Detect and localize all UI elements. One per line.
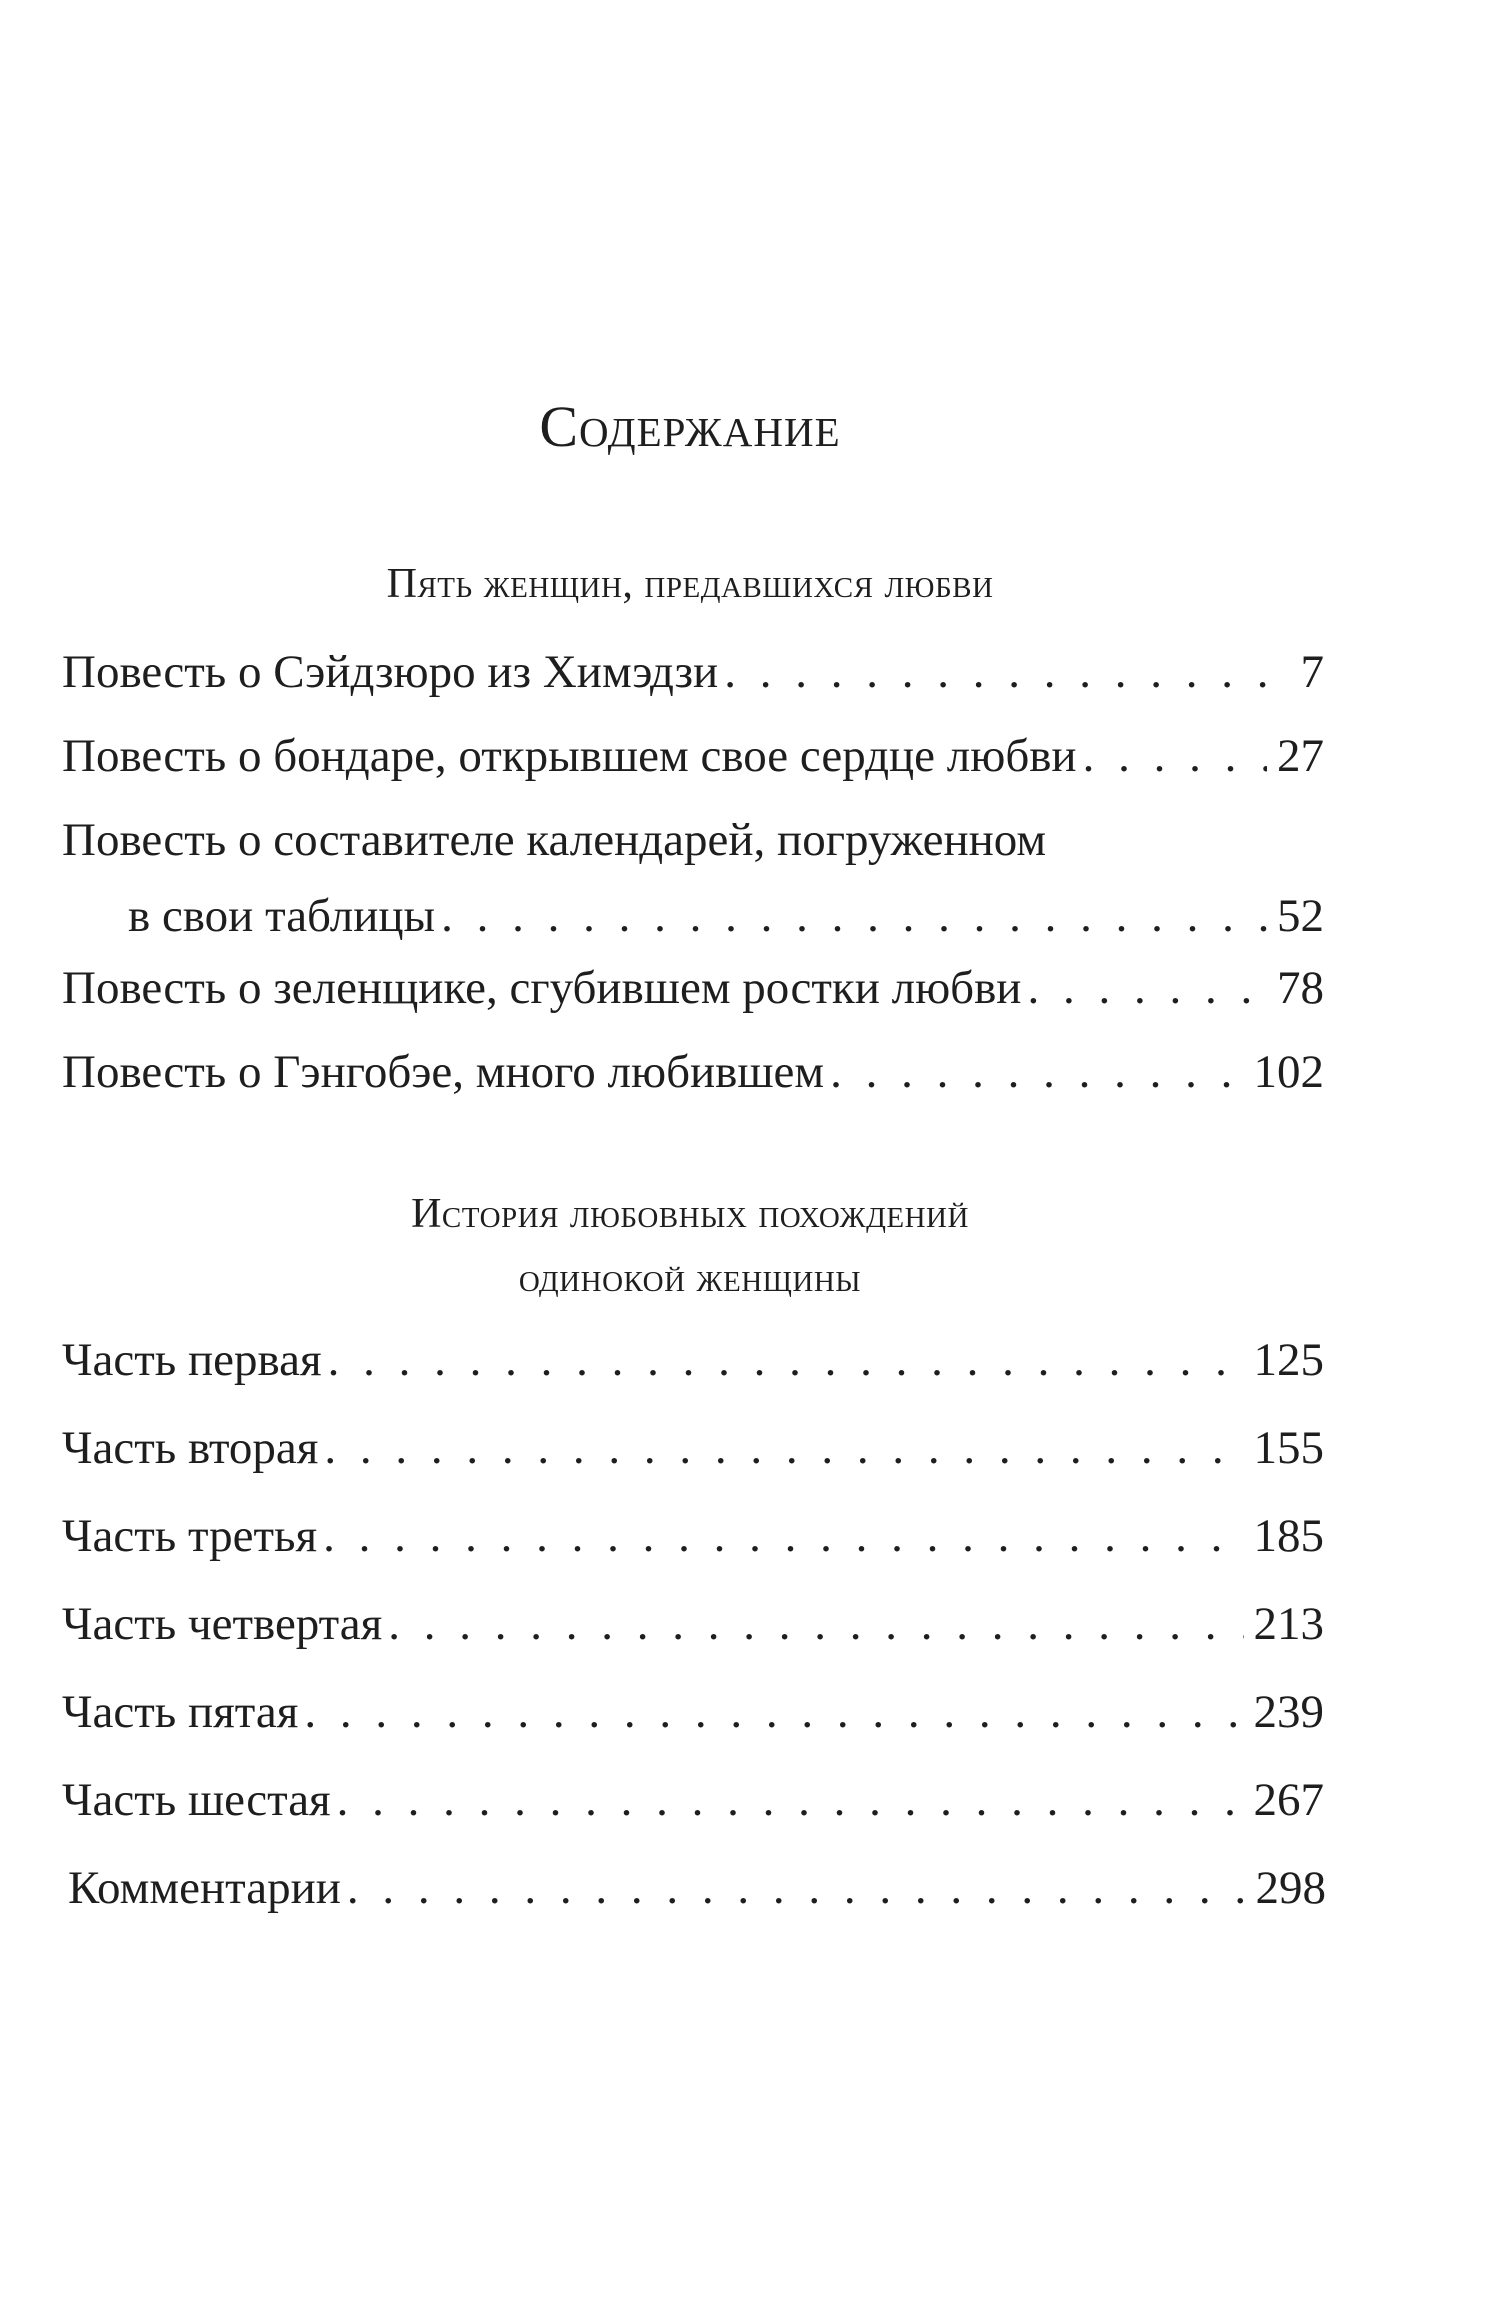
dot-leader bbox=[388, 1586, 1243, 1662]
toc-entry-title: Часть четвертая bbox=[62, 1598, 383, 1650]
toc-entry-page-number: 213 bbox=[1253, 1598, 1324, 1650]
toc-entry-page-number: 52 bbox=[1277, 890, 1324, 942]
toc-entry-page-number: 7 bbox=[1300, 646, 1324, 698]
dot-leader bbox=[441, 878, 1267, 954]
toc-entry-title: Часть вторая bbox=[62, 1422, 319, 1474]
toc-entry-title: Повесть о зеленщике, сгубившем ростки любви bbox=[62, 962, 1022, 1014]
toc-entry-commentary[interactable] bbox=[68, 1850, 1326, 1926]
dot-leader bbox=[337, 1762, 1244, 1838]
toc-entry-cooper[interactable] bbox=[62, 718, 1324, 794]
page-title: Содержание bbox=[539, 394, 841, 459]
toc-entry-title: Повесть о бондаре, открывшем свое сердце любви bbox=[62, 730, 1077, 782]
dot-leader bbox=[328, 1322, 1244, 1398]
toc-entry-title: Повесть о Гэнгобэе, много любившем bbox=[62, 1046, 825, 1098]
toc-entry-part-3[interactable] bbox=[62, 1498, 1324, 1574]
toc-entry-page-number: 102 bbox=[1253, 1046, 1324, 1098]
toc-entry-greengrocer[interactable] bbox=[62, 950, 1324, 1026]
section-heading-amorous-woman bbox=[0, 1182, 1380, 1310]
toc-entry-title: Часть шестая bbox=[62, 1774, 331, 1826]
dot-leader bbox=[830, 1034, 1243, 1110]
toc-entry-title-line-2: в свои таблицы bbox=[128, 890, 436, 942]
toc-entry-seijuro[interactable] bbox=[62, 634, 1324, 710]
section-heading-line: одинокой женщины bbox=[518, 1255, 862, 1301]
toc-entry-calendar-maker[interactable] bbox=[62, 802, 1324, 954]
toc-entry-part-2[interactable] bbox=[62, 1410, 1324, 1486]
toc-entry-page-number: 125 bbox=[1253, 1334, 1324, 1386]
toc-entry-title: Часть третья bbox=[62, 1510, 318, 1562]
toc-entry-part-6[interactable] bbox=[62, 1762, 1324, 1838]
dot-leader bbox=[324, 1410, 1243, 1486]
section-heading-line: Пять женщин, предавшихся любви bbox=[386, 561, 994, 607]
toc-entry-title-line-1: Повесть о составителе календарей, погруженном bbox=[62, 814, 1047, 866]
toc-entry-title: Комментарии bbox=[68, 1862, 341, 1914]
dot-leader bbox=[347, 1850, 1246, 1926]
toc-entry-page-number: 27 bbox=[1277, 730, 1324, 782]
dot-leader bbox=[1027, 950, 1267, 1026]
section-heading-line: История любовных похождений bbox=[411, 1191, 969, 1237]
dot-leader bbox=[724, 634, 1290, 710]
toc-entry-part-1[interactable] bbox=[62, 1322, 1324, 1398]
toc-entry-page-number: 155 bbox=[1253, 1422, 1324, 1474]
toc-entry-page-number: 239 bbox=[1253, 1686, 1324, 1738]
dot-leader bbox=[323, 1498, 1243, 1574]
toc-entry-gengobei[interactable] bbox=[62, 1034, 1324, 1110]
toc-entry-page-number: 298 bbox=[1255, 1862, 1326, 1914]
toc-entry-title: Часть первая bbox=[62, 1334, 322, 1386]
toc-entry-title: Часть пятая bbox=[62, 1686, 299, 1738]
toc-entry-title: Повесть о Сэйдзюро из Химэдзи bbox=[62, 646, 719, 698]
toc-entry-page-number: 185 bbox=[1253, 1510, 1324, 1562]
toc-entry-part-4[interactable] bbox=[62, 1586, 1324, 1662]
dot-leader bbox=[1083, 718, 1267, 794]
toc-entry-page-number: 267 bbox=[1253, 1774, 1324, 1826]
dot-leader bbox=[304, 1674, 1243, 1750]
section-heading-five-women bbox=[0, 552, 1380, 616]
toc-entry-part-5[interactable] bbox=[62, 1674, 1324, 1750]
toc-entry-page-number: 78 bbox=[1277, 962, 1324, 1014]
